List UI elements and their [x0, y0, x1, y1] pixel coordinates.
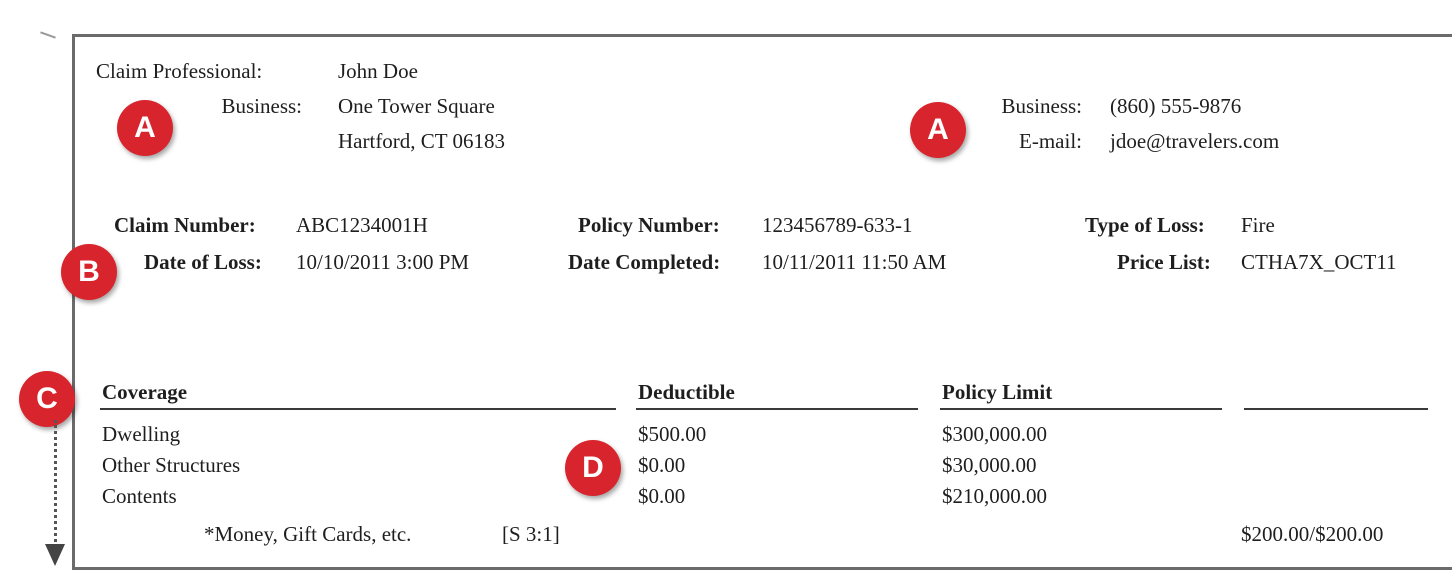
email-value: jdoe@travelers.com: [1110, 129, 1280, 153]
business-phone: (860) 555-9876: [1110, 94, 1242, 118]
policy-limit-header: Policy Limit: [942, 380, 1053, 404]
policy-number-label: Policy Number:: [578, 213, 720, 237]
price-list-label: Price List:: [1117, 250, 1211, 274]
sub-item-label: *Money, Gift Cards, etc.: [204, 522, 412, 546]
extra-header-rule: [1244, 408, 1428, 410]
price-list-clip: [1241, 250, 1429, 276]
policy-number-value: 123456789-633-1: [762, 213, 913, 237]
deductible-header-rule: [636, 408, 918, 410]
table-row-coverage: Contents: [102, 484, 177, 508]
table-row-coverage: Dwelling: [102, 422, 181, 446]
edge-tick-mark: [40, 31, 56, 38]
claim-professional-label: Claim Professional:: [96, 59, 263, 83]
table-row-policy-limit: $30,000.00: [942, 453, 1037, 477]
scroll-down-dotted-line: [54, 420, 57, 548]
date-completed-value: 10/11/2011 11:50 AM: [762, 250, 947, 274]
claim-professional-name: John Doe: [338, 59, 418, 83]
table-row-deductible: $0.00: [638, 484, 686, 508]
arrow-down-icon: [45, 544, 65, 566]
business-address-label: Business:: [221, 94, 302, 118]
table-row-policy-limit: $210,000.00: [942, 484, 1047, 508]
date-of-loss-label: Date of Loss:: [144, 250, 262, 274]
table-row-coverage: Other Structures: [102, 453, 241, 477]
business-phone-label: Business:: [1001, 94, 1082, 118]
type-of-loss-value: Fire: [1241, 213, 1275, 237]
callout-badge-d: D: [565, 440, 621, 496]
type-of-loss-label: Type of Loss:: [1085, 213, 1205, 237]
callout-badge-c: C: [19, 371, 75, 427]
policy-limit-header-rule: [940, 408, 1222, 410]
deductible-header: Deductible: [638, 380, 735, 404]
email-label: E-mail:: [1019, 129, 1082, 153]
callout-badge-b: B: [61, 244, 117, 300]
coverage-header-rule: [100, 408, 616, 410]
coverage-header: Coverage: [102, 380, 188, 404]
table-row-deductible: $500.00: [638, 422, 707, 446]
sub-item-amount: $200.00/$200.00: [1241, 522, 1384, 546]
address-line-2: Hartford, CT 06183: [338, 129, 506, 153]
price-list-value: CTHA7X_OCT11: [1241, 250, 1397, 274]
table-row-policy-limit: $300,000.00: [942, 422, 1047, 446]
callout-badge-a-left: A: [117, 100, 173, 156]
date-of-loss-value: 10/10/2011 3:00 PM: [296, 250, 470, 274]
callout-badge-a-right: A: [910, 102, 966, 158]
claim-number-value: ABC1234001H: [296, 213, 428, 237]
date-completed-label: Date Completed:: [568, 250, 721, 274]
address-line-1: One Tower Square: [338, 94, 495, 118]
sub-item-code: [S 3:1]: [502, 522, 560, 546]
table-row-deductible: $0.00: [638, 453, 686, 477]
claim-number-label: Claim Number:: [114, 213, 256, 237]
